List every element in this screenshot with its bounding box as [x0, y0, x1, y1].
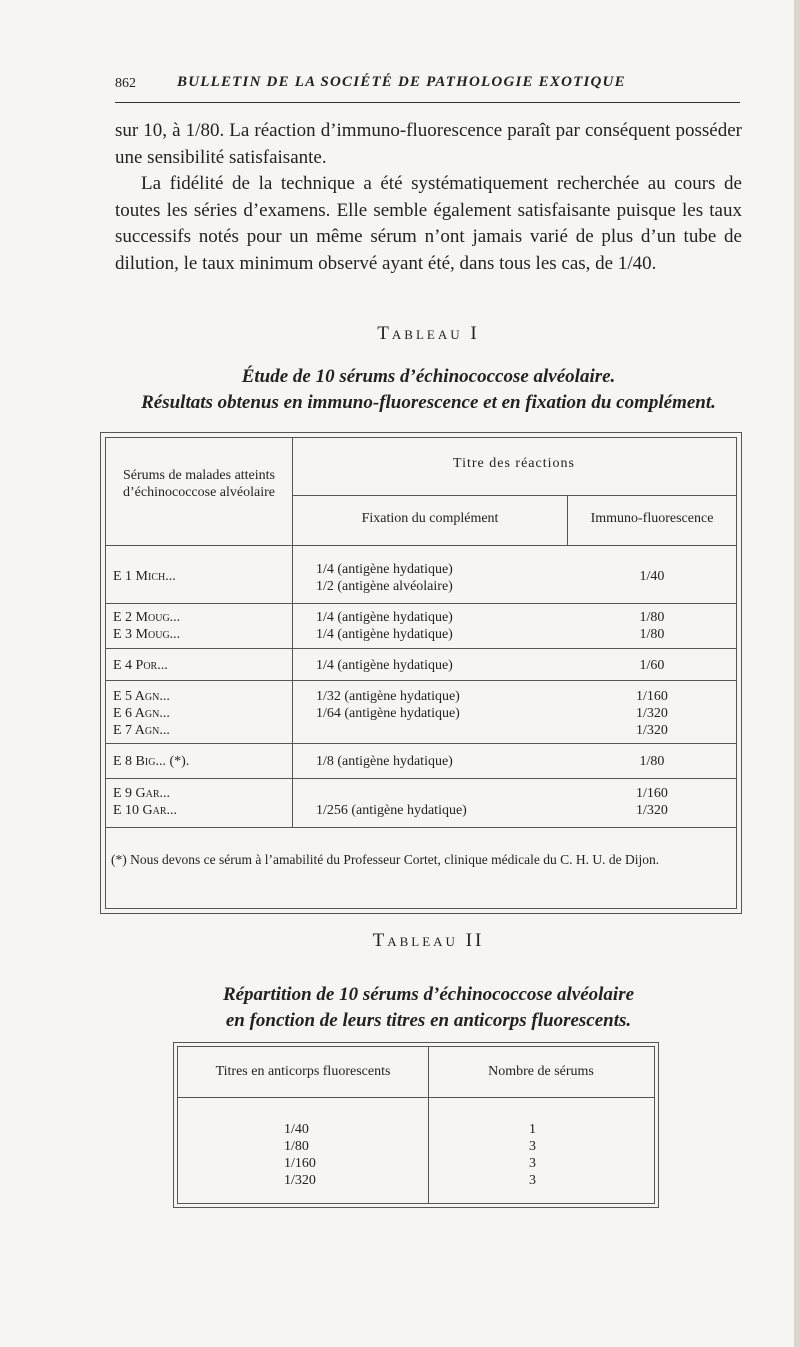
table1-fixation: 1/4 (antigène hydatique) — [316, 627, 453, 642]
body-text — [115, 118, 742, 277]
journal-title: BULLETIN DE LA SOCIÉTÉ DE PATHOLOGIE EXOTIQUE — [177, 74, 626, 90]
table1-row-divider — [105, 778, 737, 779]
table1-fixation: 1/8 (antigène hydatique) — [316, 754, 453, 769]
table1-fixation: 1/256 (antigène hydatique) — [316, 803, 467, 818]
table1-immuno: 1/160 — [636, 786, 668, 801]
table1-fixation: 1/64 (antigène hydatique) — [316, 706, 460, 721]
table1-fixation: 1/4 (antigène hydatique) — [316, 562, 453, 577]
table1-col-titre: Titre des réactions — [453, 456, 575, 471]
table1-footnote: (*) Nous devons ce sérum à l’amabilité du Professeur Cortet, clinique médicale du C. H. U. de Dijon. — [111, 852, 660, 867]
table1-fixation: 1/4 (antigène hydatique) — [316, 610, 453, 625]
table2-caption-line2: en fonction de leurs titres en anticorps fluorescents. — [225, 1010, 632, 1031]
table1-serum: E 1 Mich... — [113, 569, 176, 584]
table1-serum: E 5 Agn... — [113, 689, 170, 704]
table1-serum: E 9 Gar... — [113, 786, 171, 801]
table2-nombre: 3 — [529, 1173, 536, 1188]
page-number: 862 — [115, 76, 136, 91]
table1-row-divider — [105, 648, 737, 649]
table1-col-immuno: Immuno-fluorescence — [590, 511, 714, 526]
table1-fixation: 1/32 (antigène hydatique) — [316, 689, 460, 704]
table1-body-bottom — [105, 827, 737, 828]
table1-caption-line1: Étude de 10 sérums d’échinococcose alvéolaire. — [241, 366, 616, 387]
table1-heading: Tableau I — [377, 323, 480, 344]
table1-immuno: 1/320 — [636, 803, 668, 818]
table1-row-divider — [105, 603, 737, 604]
table1-col-fixation: Fixation du complément — [361, 511, 499, 526]
page-edge-shadow — [794, 0, 800, 1347]
table1-serum: E 3 Moug... — [113, 627, 181, 642]
table1-serum: E 10 Gar... — [113, 803, 178, 818]
table1-immuno: 1/80 — [639, 627, 665, 642]
table2-titre: 1/80 — [284, 1139, 309, 1154]
table1-immuno: 1/40 — [639, 569, 665, 584]
table1 — [100, 432, 742, 914]
table1-serum: E 4 Por... — [113, 658, 168, 673]
table2-titre: 1/320 — [284, 1173, 316, 1188]
table1-row-divider — [105, 680, 737, 681]
table2-nombre: 1 — [529, 1122, 536, 1137]
table1-serum: E 8 Big... (*). — [113, 754, 190, 769]
paragraph-2: La fidélité de la technique a été systématiquement recherchée au cours de toutes les séries d’examens. Elle semble également satisfaisante puisque les taux successifs notés pour un même sérum n’ont jamais varié de plus d’un tube de dilution, le taux minimum observé ayant été, dans tous les cas, de 1/40. — [115, 173, 742, 274]
table2 — [173, 1042, 659, 1208]
table1-col-serums: Sérums de malades atteints d’échinococcose alvéolaire — [122, 468, 276, 500]
table2-nombre: 3 — [529, 1139, 536, 1154]
table2-header-bottom — [177, 1097, 655, 1098]
table2-heading: Tableau II — [372, 930, 485, 951]
table2-titre: 1/160 — [284, 1156, 316, 1171]
table1-serum: E 6 Agn... — [113, 706, 170, 721]
table1-row-divider — [105, 743, 737, 744]
table1-fixation: 1/4 (antigène hydatique) — [316, 658, 453, 673]
table1-immuno: 1/80 — [639, 610, 665, 625]
table1-caption-line2: Résultats obtenus en immuno-fluorescence et en fixation du complément. — [141, 392, 716, 413]
table2-nombre: 3 — [529, 1156, 536, 1171]
table1-immuno: 1/160 — [636, 689, 668, 704]
table1-serum: E 7 Agn... — [113, 723, 170, 738]
table1-immuno: 1/60 — [639, 658, 665, 673]
paragraph-1: sur 10, à 1/80. La réaction d’immuno-fluorescence paraît par conséquent posséder une sensibilité satisfaisante. — [115, 120, 742, 168]
table2-col-titres: Titres en anticorps fluorescents — [215, 1064, 391, 1079]
table1-header-divider — [292, 495, 737, 496]
table1-immuno: 1/80 — [639, 754, 665, 769]
table1-serum: E 2 Moug... — [113, 610, 181, 625]
table1-immuno: 1/320 — [636, 706, 668, 721]
table1-immuno: 1/320 — [636, 723, 668, 738]
table1-header-bottom — [105, 545, 737, 546]
table2-titre: 1/40 — [284, 1122, 309, 1137]
table2-caption-line1: Répartition de 10 sérums d’échinococcose alvéolaire — [222, 984, 635, 1005]
table2-col-nombre: Nombre de sérums — [488, 1064, 594, 1079]
running-header — [115, 70, 740, 103]
table1-fixation: 1/2 (antigène alvéolaire) — [316, 579, 453, 594]
